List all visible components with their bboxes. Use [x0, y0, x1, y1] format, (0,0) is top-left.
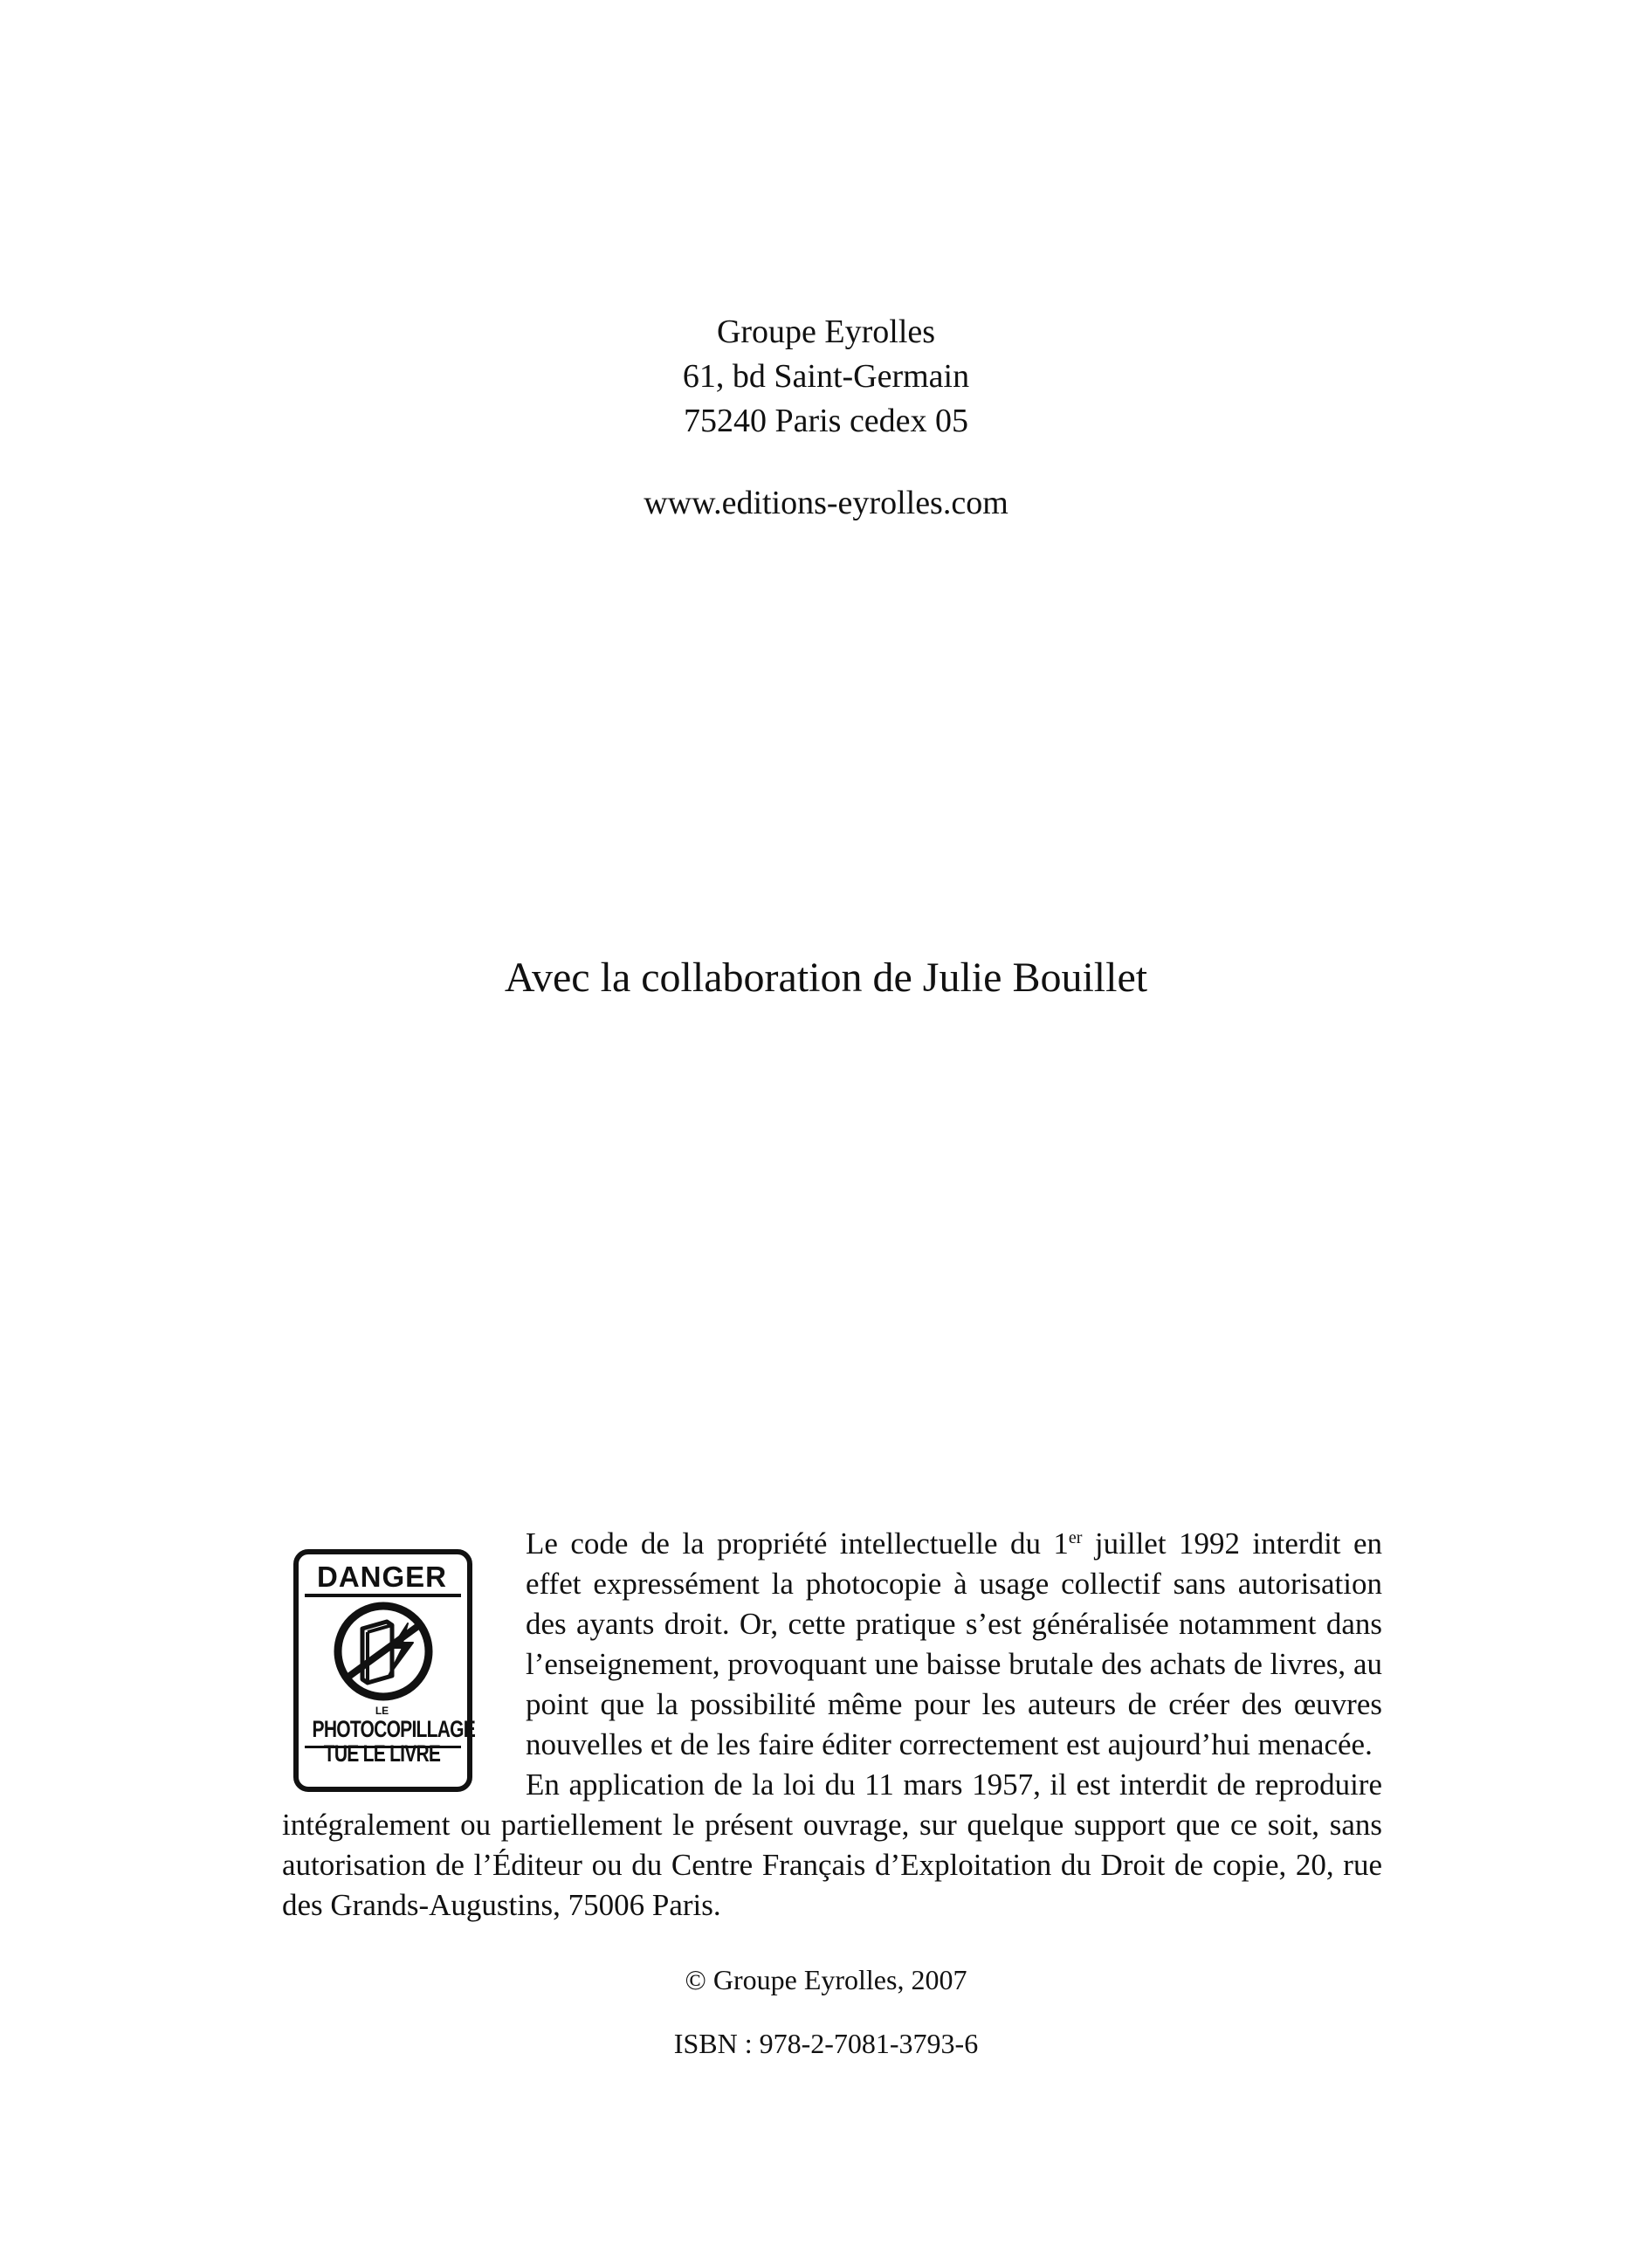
legal-notice	[282, 1524, 1382, 1926]
publisher-name: Groupe Eyrolles	[716, 314, 936, 350]
stamp-le: LE	[375, 1705, 389, 1717]
legal-text-start: Le code de la propriété intellectuelle du 1	[526, 1526, 1069, 1561]
publisher-website: www.editions-eyrolles.com	[644, 485, 1008, 521]
stamp-caption	[293, 1705, 475, 1767]
stamp-tue-le-livre: TUE LE LIVRE	[323, 1740, 441, 1767]
publisher-address-line1: 61, bd Saint-Germain	[682, 358, 970, 395]
legal-paragraph-2: En application de la loi du 11 mars 1957, il est interdit de reproduire intégralement ou partiellement le présent ouvrage, sur quelque support que ce soit, sans autorisation de l’Éditeur ou du Centre Français d’Exploitation du Droit de copie, 20, rue des Grands-Augustins, 75006 Paris.	[282, 1767, 1382, 1922]
isbn-line: ISBN : 978-2-7081-3793-6	[673, 2028, 979, 2059]
danger-photocopillage-stamp	[293, 1548, 480, 1793]
stamp-danger-label: DANGER	[316, 1561, 447, 1593]
copyright-line: © Groupe Eyrolles, 2007	[685, 1964, 967, 1995]
publisher-address-line2: 75240 Paris cedex 05	[683, 403, 969, 439]
legal-text-rest: juillet 1992 interdit en effet expressément la photocopie à usage collectif sans autorisation des ayants droit. Or, cette pratique s’est généralisée notamment dans l’enseignement, provoquant une baisse brutale des achats de livres, au point que la possibilité même pour les auteurs de créer des œuvres nouvelles et de les faire éditer correctement est aujourd’hui menacée.	[526, 1526, 1382, 1761]
collaboration-credit: Avec la collaboration de Julie Bouillet	[504, 954, 1148, 1001]
stamp-photocopillage: PHOTOCOPILLAGE	[312, 1716, 475, 1742]
legal-superscript: er	[1068, 1528, 1083, 1547]
publisher-block	[0, 310, 1652, 526]
